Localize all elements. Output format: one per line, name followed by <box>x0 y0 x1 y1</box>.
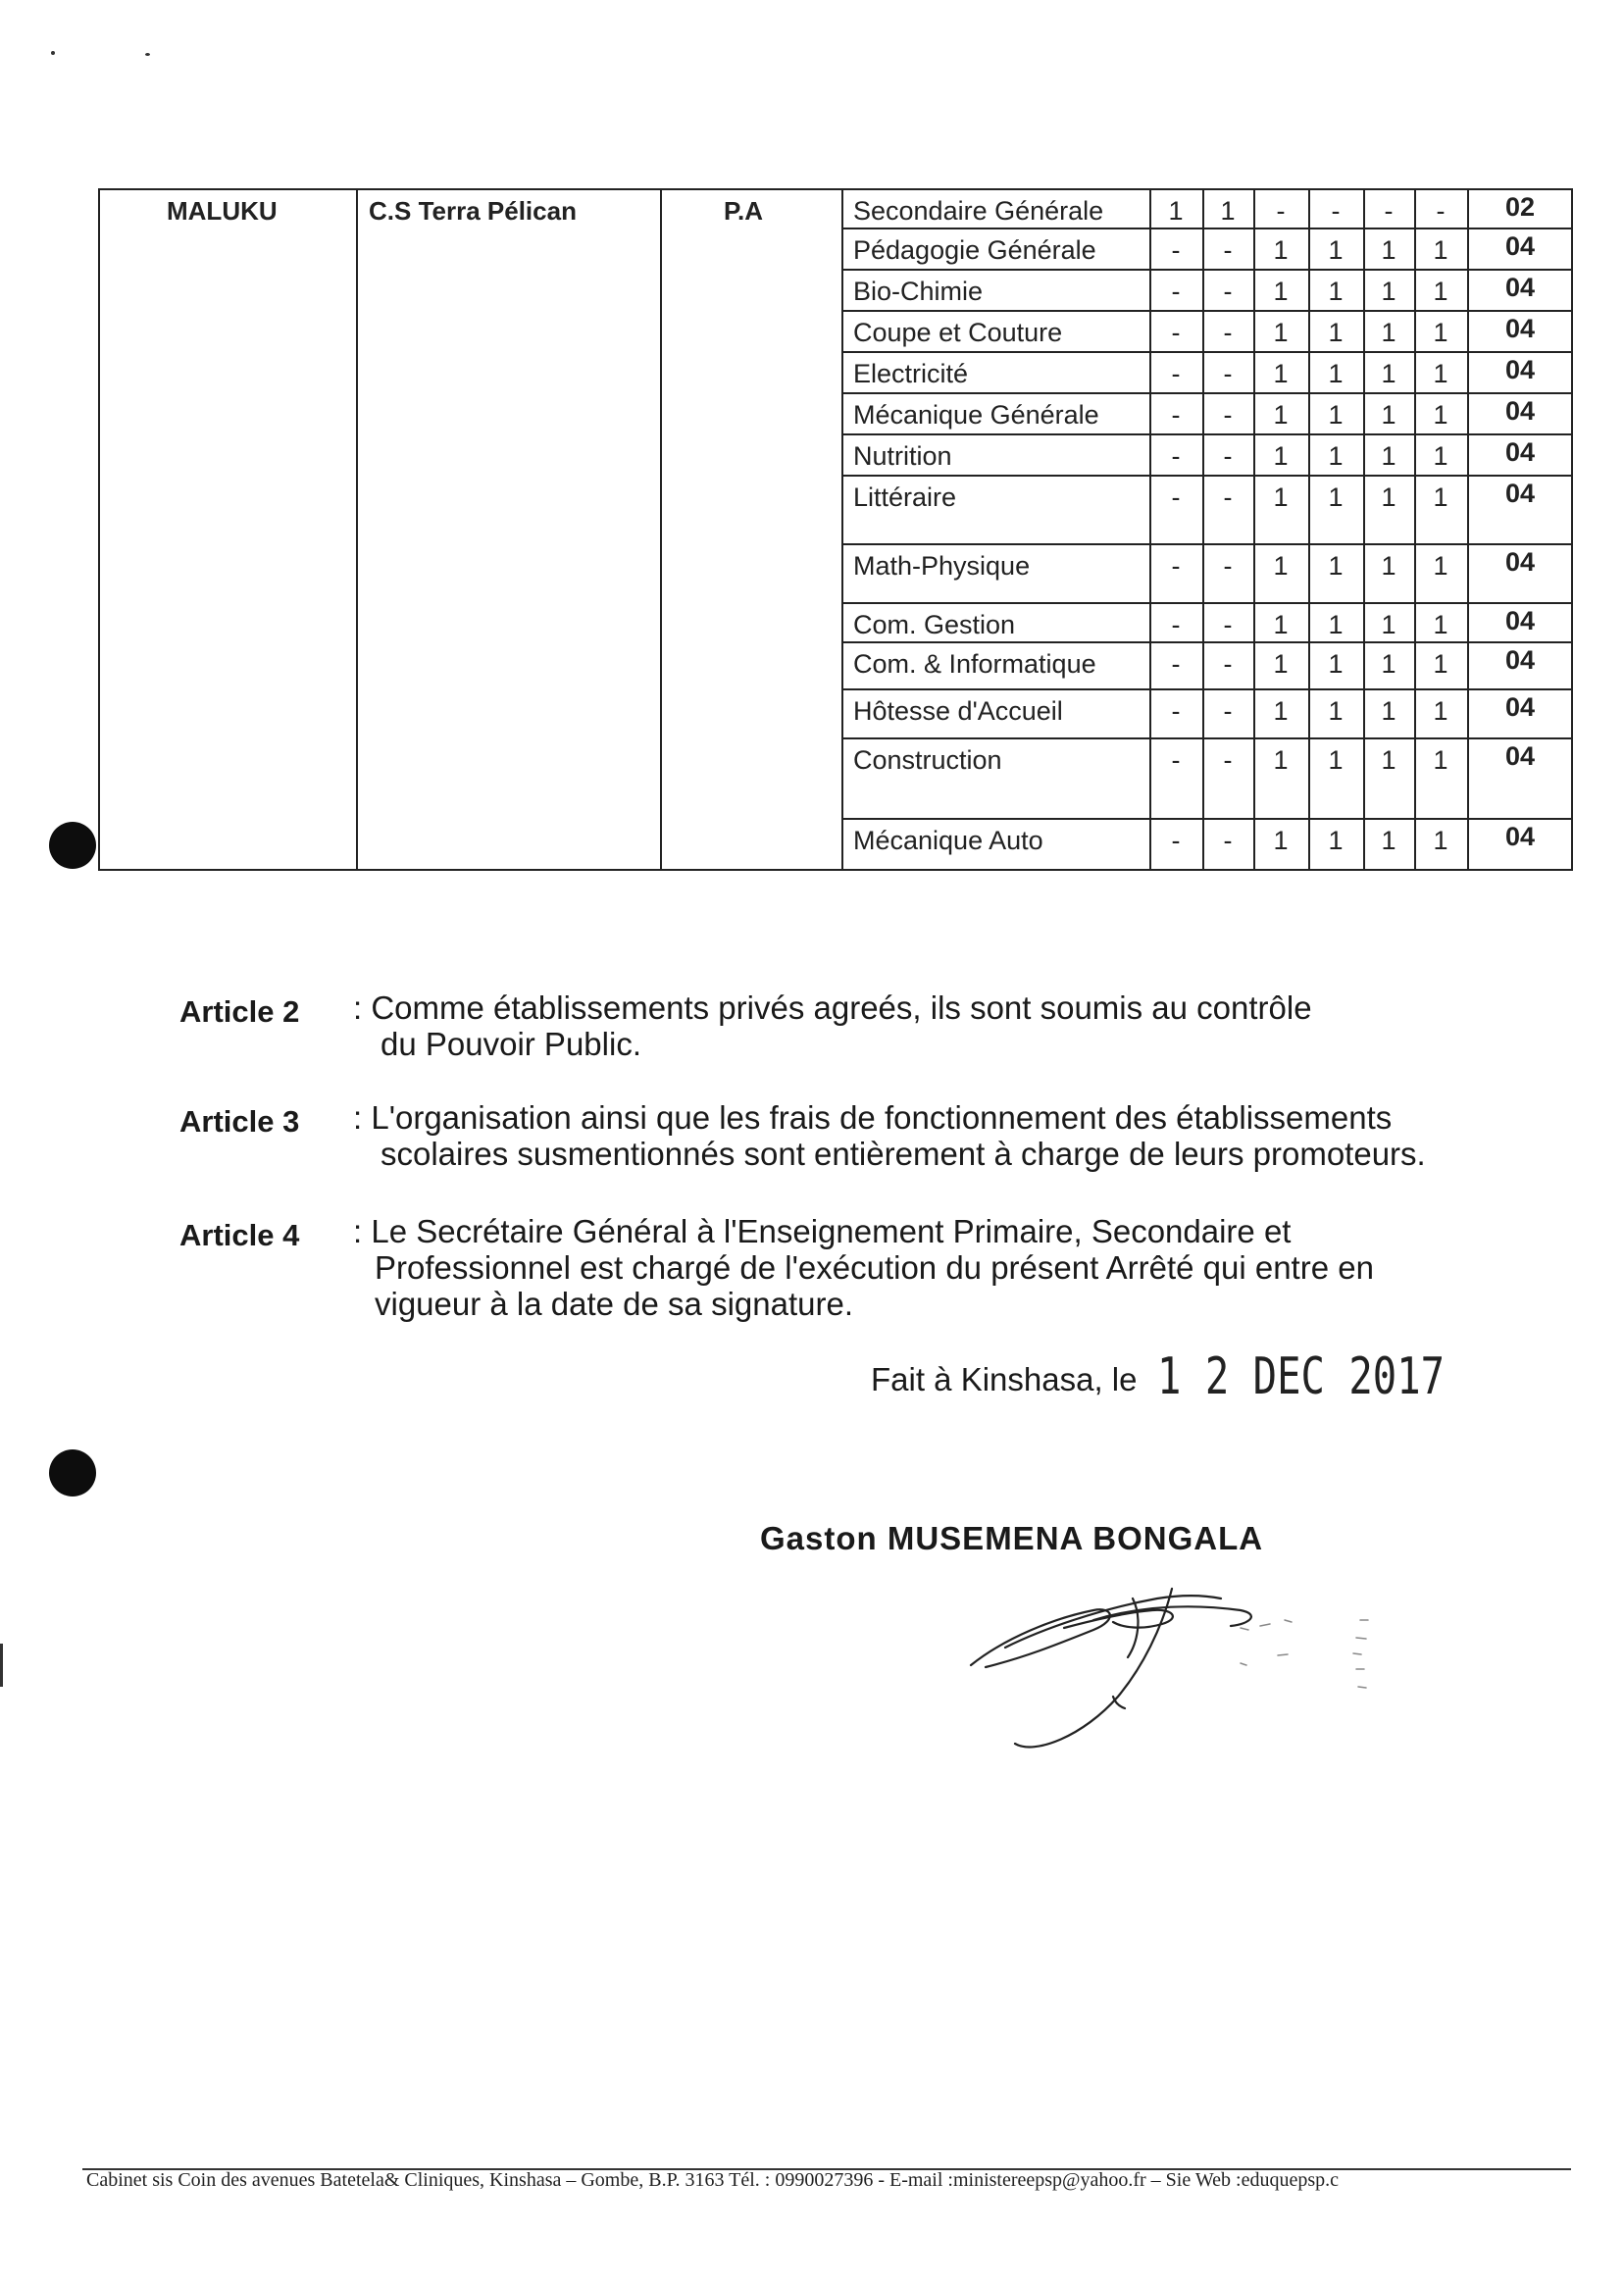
table-cell-value: 1 <box>1328 400 1344 430</box>
punch-hole <box>49 1449 96 1497</box>
table-cell-value: 1 <box>1273 318 1289 347</box>
table-cell-value: 1 <box>1273 610 1289 639</box>
table-cell-value: 1 <box>1381 745 1396 775</box>
article-text-line: vigueur à la date de sa signature. <box>375 1286 853 1322</box>
table-cell-value: - <box>1384 196 1394 226</box>
table-cell-value: 1 <box>1273 235 1289 265</box>
table-cell-value: - <box>1171 610 1181 639</box>
table-cell-value: - <box>1171 235 1181 265</box>
table-cell-value: - <box>1171 318 1181 347</box>
table-option-name: Math-Physique <box>853 551 1031 581</box>
table-cell-value: 1 <box>1433 441 1448 471</box>
table-row-rule <box>841 475 1573 477</box>
handwritten-signature <box>946 1559 1417 1755</box>
table-row-rule <box>841 351 1573 353</box>
table-cell-value: - <box>1171 649 1181 679</box>
article-text-line: Professionnel est chargé de l'exécution du présent Arrêté qui entre en <box>375 1249 1374 1286</box>
footer-address: Cabinet sis Coin des avenues Batetela& Cliniques, Kinshasa – Gombe, B.P. 3163 Tél. : 0990027396 - E-mail :ministereepsp@yahoo.fr – Sie Web :eduquepsp.c <box>86 2169 1339 2191</box>
table-option-name: Coupe et Couture <box>853 318 1063 347</box>
table-cell-value: - <box>1436 196 1446 226</box>
table-cell-value: 1 <box>1381 400 1396 430</box>
table-cell-value: 1 <box>1273 745 1289 775</box>
article-text-line: scolaires susmentionnés sont entièrement à charge de leurs promoteurs. <box>381 1136 1426 1172</box>
table-option-name: Electricité <box>853 359 969 388</box>
scan-edge-mark <box>0 1644 3 1687</box>
table-total-value: 04 <box>1504 314 1536 343</box>
table-cell-value: - <box>1223 235 1233 265</box>
table-cell-value: - <box>1223 610 1233 639</box>
table-cell-value: - <box>1223 696 1233 726</box>
scan-speck <box>51 51 55 55</box>
table-cell-value: 1 <box>1328 610 1344 639</box>
table-cell-value: 1 <box>1328 235 1344 265</box>
school-cell: C.S Terra Pélican <box>369 196 577 226</box>
table-row-rule <box>841 688 1573 690</box>
table-option-name: Construction <box>853 745 1002 775</box>
table-cell-value: 1 <box>1273 441 1289 471</box>
table-cell-value: 1 <box>1381 359 1396 388</box>
table-row-rule <box>841 228 1573 229</box>
regime-cell: P.A <box>724 196 763 226</box>
table-cell-value: 1 <box>1273 359 1289 388</box>
table-cell-value: 1 <box>1273 482 1289 512</box>
table-cell-value: 1 <box>1220 196 1236 226</box>
table-cell-value: 1 <box>1433 318 1448 347</box>
table-total-value: 04 <box>1504 231 1536 261</box>
table-cell-value: 1 <box>1381 551 1396 581</box>
table-row-rule <box>98 869 1573 871</box>
table-cell-value: 1 <box>1328 318 1344 347</box>
table-cell-value: 1 <box>1381 441 1396 471</box>
punch-hole <box>49 822 96 869</box>
table-row-rule <box>841 818 1573 820</box>
table-cell-value: 1 <box>1273 649 1289 679</box>
table-cell-value: 1 <box>1433 826 1448 855</box>
table-total-value: 04 <box>1504 437 1536 467</box>
table-option-name: Hôtesse d'Accueil <box>853 696 1063 726</box>
table-row-rule <box>841 602 1573 604</box>
table-cell-value: 1 <box>1381 277 1396 306</box>
date-stamp: 1 2 DEC 2017 <box>1157 1347 1446 1406</box>
table-cell-value: 1 <box>1433 277 1448 306</box>
table-cell-value: - <box>1331 196 1341 226</box>
table-total-value: 04 <box>1504 645 1536 675</box>
table-cell-value: - <box>1171 745 1181 775</box>
table-option-name: Com. Gestion <box>853 610 1016 639</box>
table-cell-value: - <box>1276 196 1286 226</box>
signer-name: Gaston MUSEMENA BONGALA <box>760 1520 1264 1556</box>
table-row-rule <box>841 310 1573 312</box>
article-text-line: : Le Secrétaire Général à l'Enseignement Primaire, Secondaire et <box>353 1213 1292 1249</box>
table-cell-value: - <box>1171 277 1181 306</box>
table-row-rule <box>841 641 1573 643</box>
table-cell-value: - <box>1171 482 1181 512</box>
table-cell-value: 1 <box>1273 277 1289 306</box>
table-total-value: 04 <box>1504 547 1536 577</box>
table-cell-value: 1 <box>1168 196 1184 226</box>
table-cell-value: - <box>1171 400 1181 430</box>
table-cell-value: - <box>1223 826 1233 855</box>
table-cell-value: 1 <box>1433 482 1448 512</box>
table-cell-value: 1 <box>1433 610 1448 639</box>
table-option-name: Littéraire <box>853 482 957 512</box>
table-cell-value: - <box>1223 359 1233 388</box>
table-cell-value: 1 <box>1328 745 1344 775</box>
table-total-value: 04 <box>1504 606 1536 635</box>
table-cell-value: 1 <box>1273 696 1289 726</box>
table-cell-value: 1 <box>1433 696 1448 726</box>
table-cell-value: 1 <box>1433 649 1448 679</box>
table-row-rule <box>98 188 1573 190</box>
table-total-value: 04 <box>1504 479 1536 508</box>
table-total-value: 04 <box>1504 273 1536 302</box>
table-cell-value: 1 <box>1273 826 1289 855</box>
options-table <box>98 188 1573 871</box>
table-option-name: Secondaire Générale <box>853 196 1104 226</box>
table-cell-value: 1 <box>1433 551 1448 581</box>
table-cell-value: 1 <box>1273 551 1289 581</box>
table-cell-value: - <box>1223 441 1233 471</box>
table-column-rule <box>356 188 358 871</box>
table-cell-value: 1 <box>1328 277 1344 306</box>
table-cell-value: - <box>1171 359 1181 388</box>
table-total-value: 04 <box>1504 692 1536 722</box>
table-cell-value: - <box>1223 745 1233 775</box>
table-cell-value: 1 <box>1433 745 1448 775</box>
article-text-line: : L'organisation ainsi que les frais de fonctionnement des établissements <box>353 1099 1393 1136</box>
table-cell-value: 1 <box>1381 696 1396 726</box>
table-option-name: Mécanique Auto <box>853 826 1043 855</box>
table-cell-value: 1 <box>1433 359 1448 388</box>
table-total-value: 02 <box>1504 192 1536 222</box>
table-cell-value: 1 <box>1328 696 1344 726</box>
table-cell-value: - <box>1171 826 1181 855</box>
table-cell-value: 1 <box>1328 826 1344 855</box>
table-column-rule <box>660 188 662 871</box>
table-cell-value: 1 <box>1328 551 1344 581</box>
table-cell-value: 1 <box>1381 482 1396 512</box>
table-cell-value: - <box>1223 649 1233 679</box>
table-option-name: Nutrition <box>853 441 952 471</box>
table-cell-value: - <box>1223 482 1233 512</box>
table-cell-value: 1 <box>1381 649 1396 679</box>
table-column-rule <box>841 188 843 871</box>
table-cell-value: 1 <box>1273 400 1289 430</box>
article-label: Article 2 <box>179 994 300 1029</box>
table-total-value: 04 <box>1504 355 1536 384</box>
table-cell-value: 1 <box>1381 235 1396 265</box>
article-text-line: du Pouvoir Public. <box>381 1026 641 1062</box>
table-cell-value: 1 <box>1381 318 1396 347</box>
table-cell-value: 1 <box>1381 610 1396 639</box>
table-cell-value: - <box>1223 400 1233 430</box>
table-option-name: Com. & Informatique <box>853 649 1096 679</box>
table-column-rule <box>98 188 100 871</box>
article-label: Article 4 <box>179 1218 300 1252</box>
table-cell-value: - <box>1223 277 1233 306</box>
table-total-value: 04 <box>1504 822 1536 851</box>
table-cell-value: 1 <box>1328 482 1344 512</box>
table-row-rule <box>841 433 1573 435</box>
table-cell-value: - <box>1171 551 1181 581</box>
table-cell-value: 1 <box>1328 441 1344 471</box>
table-cell-value: - <box>1223 318 1233 347</box>
table-cell-value: - <box>1223 551 1233 581</box>
table-cell-value: 1 <box>1433 235 1448 265</box>
table-cell-value: 1 <box>1381 826 1396 855</box>
scan-speck <box>145 53 150 56</box>
table-option-name: Mécanique Générale <box>853 400 1099 430</box>
table-row-rule <box>841 543 1573 545</box>
table-option-name: Pédagogie Générale <box>853 235 1096 265</box>
article-text-line: : Comme établissements privés agreés, ils sont soumis au contrôle <box>353 989 1312 1026</box>
table-cell-value: - <box>1171 696 1181 726</box>
table-row-rule <box>841 392 1573 394</box>
table-total-value: 04 <box>1504 396 1536 426</box>
table-cell-value: - <box>1171 441 1181 471</box>
article-label: Article 3 <box>179 1104 300 1139</box>
table-row-rule <box>841 737 1573 739</box>
table-option-name: Bio-Chimie <box>853 277 984 306</box>
table-row-rule <box>841 269 1573 271</box>
locality-cell: MALUKU <box>167 196 278 226</box>
table-cell-value: 1 <box>1328 649 1344 679</box>
table-cell-value: 1 <box>1433 400 1448 430</box>
table-total-value: 04 <box>1504 741 1536 771</box>
table-cell-value: 1 <box>1328 359 1344 388</box>
place-date-text: Fait à Kinshasa, le <box>871 1361 1138 1397</box>
